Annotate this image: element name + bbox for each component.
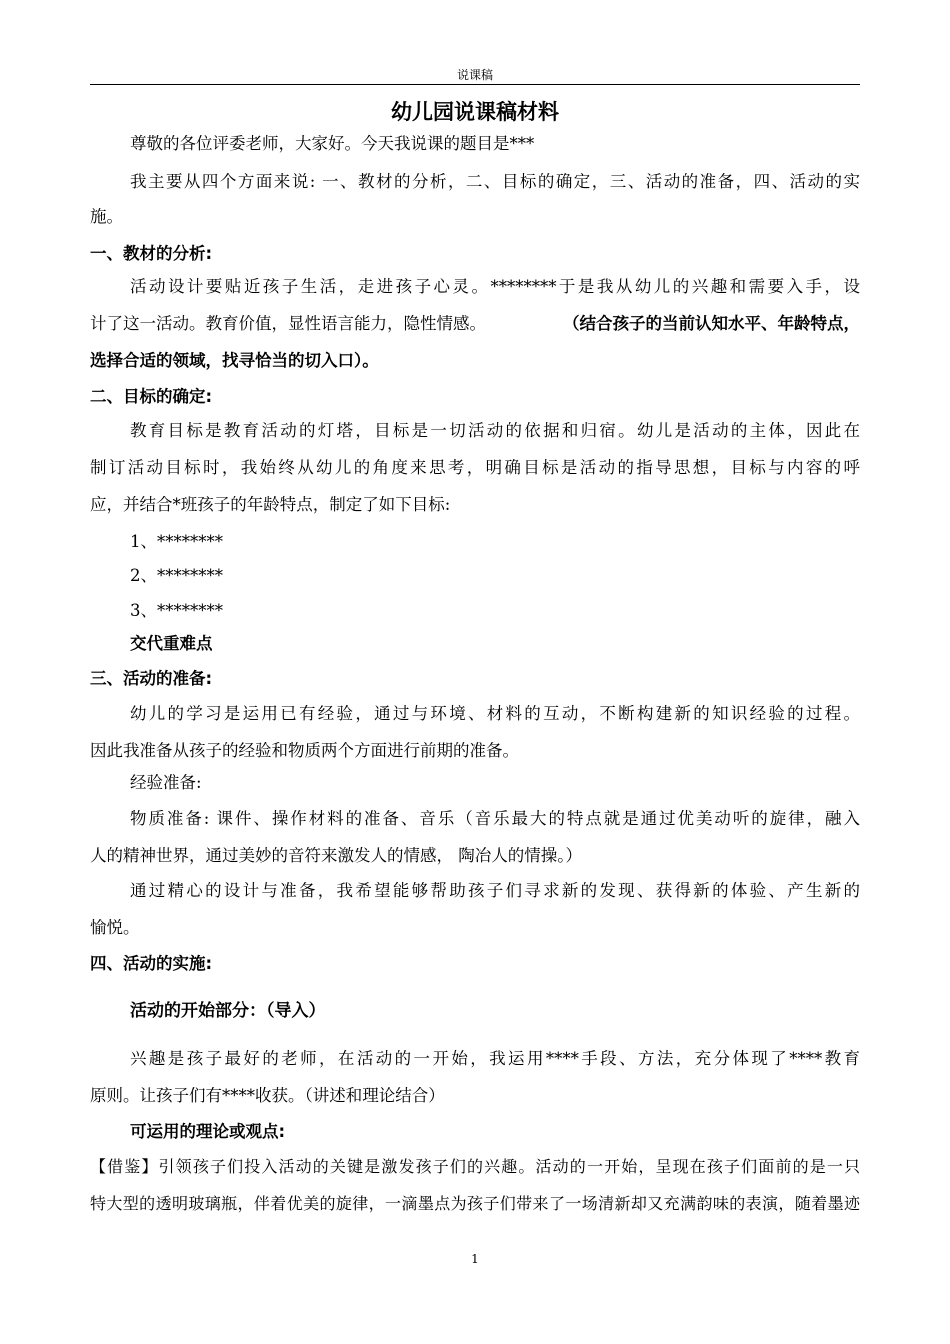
goal-item: 1、******** xyxy=(130,532,223,551)
bold-note: 选择合适的领域，找寻恰当的切入口）。 xyxy=(90,351,379,370)
paragraph-line: 经验准备: xyxy=(130,773,202,792)
subsection-heading: 活动的开始部分：（导入） xyxy=(130,1001,326,1021)
header-rule xyxy=(90,84,860,85)
paragraph-line: 兴趣是孩子最好的老师，在活动的一开始，我运用****手段、方法，充分体现了****教育 xyxy=(130,1049,860,1068)
page-header: 说课稿 xyxy=(456,68,493,82)
section-heading: 二、目标的确定: xyxy=(90,387,213,406)
paragraph-line: 因此我准备从孩子的经验和物质两个方面进行前期的准备。 xyxy=(90,741,519,760)
intro-line: 我主要从四个方面来说: 一、教材的分析，二、目标的确定，三、活动的准备，四、活动的实 xyxy=(130,172,860,191)
subsection-heading: 可运用的理论或观点: xyxy=(130,1122,286,1141)
bold-note: （结合孩子的当前认知水平、年龄特点， xyxy=(563,314,860,333)
greeting-line: 尊敬的各位评委老师，大家好。今天我说课的题目是*** xyxy=(130,134,535,153)
goal-item: 2、******** xyxy=(130,566,223,585)
paragraph-line: 原则。让孩子们有****收获。（讲述和理论结合） xyxy=(90,1086,445,1105)
paragraph-line xyxy=(90,313,860,335)
paragraph-line: 幼儿的学习是运用已有经验，通过与环境、材料的互动，不断构建新的知识经验的过程。 xyxy=(130,704,860,723)
document-title: 幼儿园说课稿材料 xyxy=(391,100,559,124)
intro-line: 施。 xyxy=(90,207,123,226)
paragraph-line: 通过精心的设计与准备，我希望能够帮助孩子们寻求新的发现、获得新的体验、产生新的 xyxy=(130,881,860,900)
goal-item: 3、******** xyxy=(130,601,223,620)
section-heading: 四、活动的实施: xyxy=(90,954,213,973)
paragraph-line: 应，并结合*班孩子的年龄特点，制定了如下目标: xyxy=(90,495,451,514)
paragraph-text: 计了这一活动。教育价值，显性语言能力，隐性情感。 xyxy=(90,314,486,333)
paragraph-line: 制订活动目标时，我始终从幼儿的角度来思考，明确目标是活动的指导思想，目标与内容的呼 xyxy=(90,458,860,477)
paragraph-line: 愉悦。 xyxy=(90,918,140,937)
paragraph-line: 特大型的透明玻璃瓶，伴着优美的旋律，一滴墨点为孩子们带来了一场清新却又充满韵味的表演，随着墨迹 xyxy=(90,1194,860,1213)
section-heading: 三、活动的准备: xyxy=(90,669,213,688)
paragraph-line: 人的精神世界，通过美妙的音符来激发人的情感， 陶冶人的情操。） xyxy=(90,846,582,865)
key-points-label: 交代重难点 xyxy=(130,634,213,653)
page-number: 1 xyxy=(471,1252,479,1266)
paragraph-line: 物质准备: 课件、操作材料的准备、音乐（音乐最大的特点就是通过优美动听的旋律，融入 xyxy=(130,809,860,828)
paragraph-line: 教育目标是教育活动的灯塔，目标是一切活动的依据和归宿。幼儿是活动的主体，因此在 xyxy=(130,421,860,440)
paragraph-line: 【借鉴】引领孩子们投入活动的关键是激发孩子们的兴趣。活动的一开始，呈现在孩子们面前的是一只 xyxy=(90,1157,860,1176)
section-heading: 一、教材的分析: xyxy=(90,244,213,263)
paragraph-line: 活动设计要贴近孩子生活，走进孩子心灵。********于是我从幼儿的兴趣和需要入手，设 xyxy=(130,277,860,296)
